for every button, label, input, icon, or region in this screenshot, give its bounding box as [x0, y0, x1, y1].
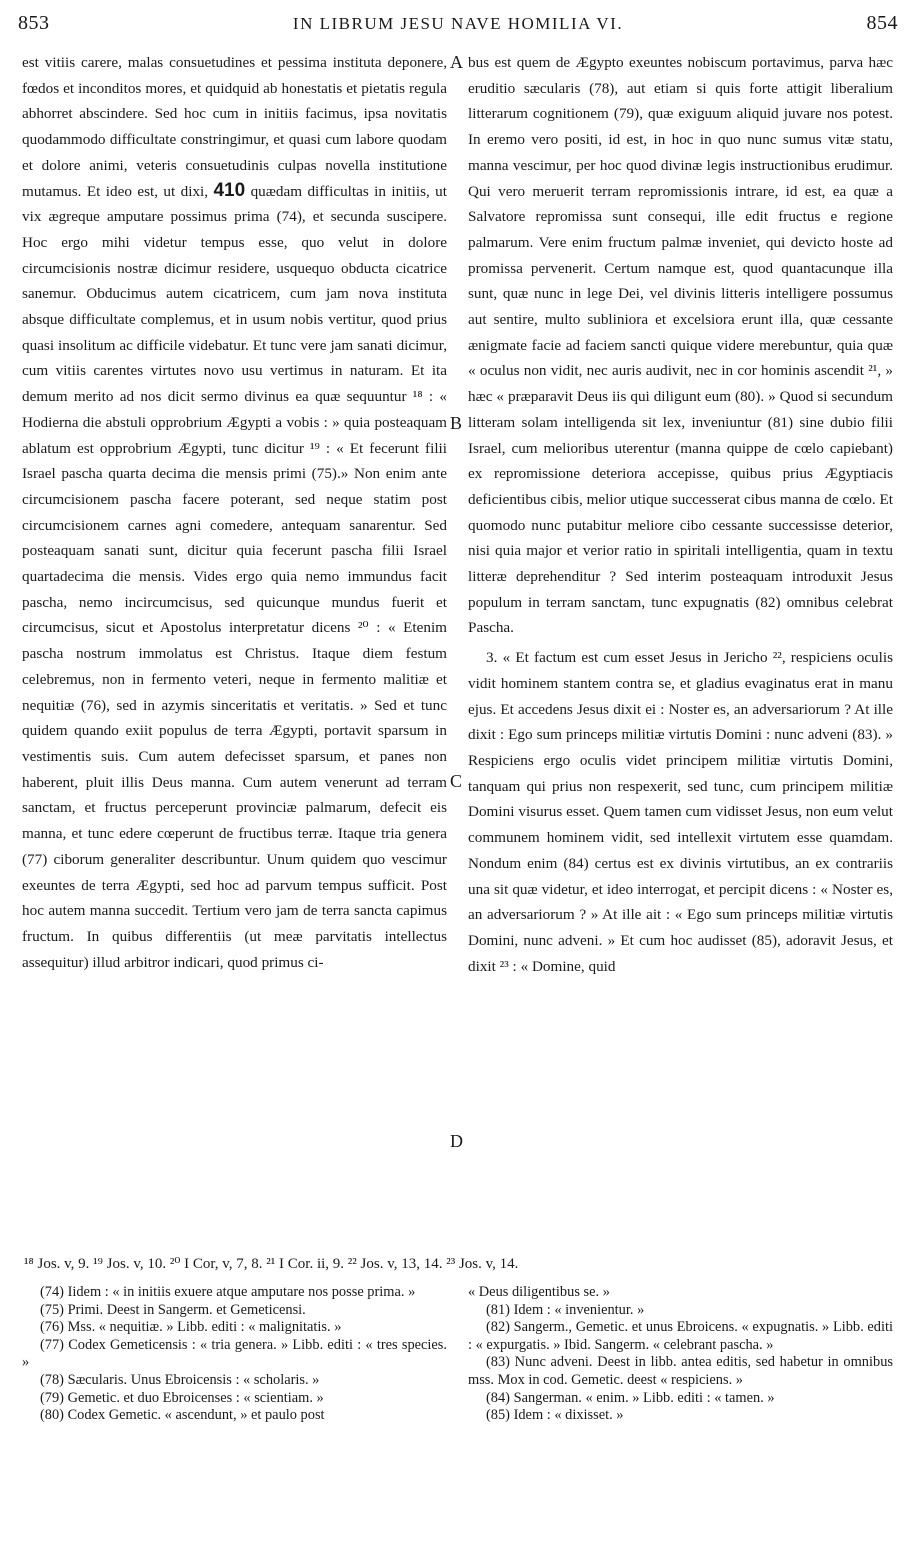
running-title: IN LIBRUM JESU NAVE HOMILIA VI. [292, 14, 624, 33]
footnote: (84) Sangerman. « enim. » Libb. editi : « tamen. » [486, 1389, 775, 1406]
footnote: (81) Idem : « invenientur. » [486, 1301, 645, 1318]
page-number-right: 854 [866, 12, 898, 34]
right-paragraph-2: 3. « Et factum est cum esset Jesus in Jericho ²², respiciens oculis vidit hominem stantem contra se, et gladius evaginatus erat in manu ejus. Et accedens Jesus dixit ei : Noster es, an adversariorum ? At ille dixit : Ego sum princeps militiæ virtutis Domini : nunc adveni (83). » Respiciens ergo oculis videt principem militiæ virtutis Domini, tanquam qui prius non respexerit, sed tunc, cum principem militiæ Domini visurus esset. Quem tamen cum vidisset Jesus, non eum velut communem hominem vidit, sed intellexit virtutem esse quamdam. Nondum enim (84) certus est ex divinis virtutibus, an ex contrariis una sit quæ videtur, et ideo interrogat, et percipit dicens : « Noster es, an adversariorum ? » At ille ait : « Ego sum princeps militiæ virtutis Domini, nunc adveni. » Et cum hoc audisset (85), adoravit Jesus, et dixit ²³ : « Domine, quid [468, 649, 893, 975]
footnote: (82) Sangerm., Gemetic. et unus Ebroicens. « expugnatis. » Libb. editi : « expurgatis. » Ibid. Sangerm. « celebrant pascha. » [468, 1319, 893, 1353]
footnote: (76) Mss. « nequitiæ. » Libb. editi : « malignitatis. » [40, 1319, 342, 1336]
footnote-continuation: « Deus diligentibus se. » [468, 1284, 610, 1300]
column-divider [456, 50, 457, 1240]
footnote: (75) Primi. Deest in Sangerm. et Gemeticensi. [40, 1301, 306, 1318]
footnote: (79) Gemetic. et duo Ebroicenses : « scientiam. » [40, 1389, 324, 1406]
right-paragraph-1: bus est quem de Ægypto exeuntes nobiscum portavimus, parva hæc eruditio sæcularis (78), aut etiam si quis forte attigit liberalium litterarum cognitionem (79), quæ exiguum aliquid juvare nos potest. In eremo vero positi, id est, in hoc in quo nunc sumus vitæ statu, manna vescimur, per hoc quod divinæ legis instructionibus erudimur. Qui vero meruerit terram repromissionis intrare, id est, ea quæ a Salvatore repromissa sunt consequi, ille edit fructus e regione palmarum. Vere enim fructum palmæ inveniet, qui devicto hoste ad promissa pervenerit. Certum namque est, quod quantacunque illa sunt, quæ nunc in lege Dei, vel divinis litteris intelligere possumus aut sentire, multo subliniora et excelsiora erunt illa, quæ cessante ænigmate facie ad faciem sancti quique videre merebuntur, quia quæ « oculus non vidit, nec auris audivit, nec in cor hominis ascendit ²¹, » hæc « præparavit Deus iis qui diligunt eum (80). » Quod si secundum litteram solam intelligenda sit lex, inveniuntur (81) sine dubio filii Israel, cum melioribus uterentur (manna quippe de cœlo capiebant) ex repromissione deteriora accepisse, quibus prius Ægyptiacis deficientibus cibis, melior utique successerat cibus manna de cœlo. Et quomodo nunc putabitur meliore cibo cessante successisse deterior, nisi quia major et verior ratio in spiritali intelligentia, quam in textu litteræ deprehenditur ? Sed interim posteaquam introduxit Jesus populum in terram sanctam, tunc expugnatis (82) omnibus celebrat Pascha. [468, 54, 893, 637]
page-number-left: 853 [18, 12, 50, 34]
footnotes-right [468, 1284, 893, 1425]
footnote: (78) Sæcularis. Unus Ebroicensis : « scholaris. » [40, 1371, 320, 1388]
footnote: (74) Iidem : « in initiis exuere atque amputare nos posse prima. » [40, 1284, 416, 1300]
margin-marker-c: C [450, 771, 463, 791]
footnote: (83) Nunc adveni. Deest in libb. antea editis, sed habetur in omnibus mss. Mox in cod. Gemetic. deest « respiciens. » [468, 1354, 893, 1388]
left-column-text [22, 50, 447, 975]
left-text-after: quædam difficultas in initiis, ut vix ægreque amputare possimus prima (74), et secunda suscipere. Hoc ergo mihi videtur tempus esse, quo velut in dolore circumcisionis nostræ dicimur residere, usquequo obducta cicatrice sanemur. Obducimus autem cicatricem, cum jam nova instituta absque difficultate complemus, et in usum nobis vertitur, quod prius quasi insolitum ac difficile videbatur. Et tunc vere jam sanati dicimur, cum vitiis carentes virtutes novo usu vertimus in naturam. Et ita demum merito ad nos dicit sermo divinus ea quæ sequuntur ¹⁸ : « Hodierna die abstuli opprobrium Ægypti a vobis : » quia posteaquam ablatum est opprobrium Ægypti, tunc dicitur ¹⁹ : « Et fecerunt filii Israel pascha quarta decima die mensis primi (75).» Non enim ante circumcisionem pascha facere poterant, sed neque statim post circumcisionem carnes agni comedere, antequam sanarentur. Sed posteaquam sanati sunt, dicitur quia fecerunt pascha filii Israel quartadecima die mensis. Vides ergo quia nemo immundus facit pascha, nemo incircumcisus, sed quicunque mundus fuerit et circumcisus, sicut et Apostolus interpretatur dicens ²⁰ : « Etenim pascha nostrum immolatus est Christus. Itaque diem festum celebremus, non in fermento veteri, neque in fermento malitiæ et nequitiæ (76), sed in azymis sinceritatis et veritatis. » Sed et tunc quidem quando exiit populus de terra Ægypti, portavit sparsum in vestimentis suis. Cum autem defecisset sparsum, et panes non haberent, pluit illis Deus manna. Cum autem venerunt ad terram sanctam, et fructus perceperunt provinciæ palmarum, defecit eis manna, et tunc edere cœperunt de fructibus terræ. Itaque tria genera (77) ciborum generaliter describuntur. Unum quidem quo vescimur exeuntes de terra Ægypti, sed hoc ad parvum tempus sufficit. Post hoc autem manna succedit. Tertium vero jam de terra sancta capimus fructum. In quibus differentiis (ut meæ parvitatis intellectus assequitur) illud arbitror indicari, quod primus ci- [22, 182, 447, 971]
footnotes-left [22, 1284, 447, 1425]
column-number: 410 [213, 179, 246, 201]
margin-marker-d: D [450, 1131, 463, 1151]
footnote: (80) Codex Gemetic. « ascendunt, » et paulo post [40, 1407, 325, 1424]
margin-marker-b: B [450, 413, 463, 433]
right-column [468, 50, 893, 979]
margin-marker-a: A [450, 52, 463, 72]
scripture-references: ¹⁸ Jos. v, 9. ¹⁹ Jos. v, 10. ²⁰ I Cor, v, 7, 8. ²¹ I Cor. ii, 9. ²² Jos. v, 13, 14. ²³ Jos. v, 14. [24, 1256, 519, 1272]
footnote: (77) Codex Gemeticensis : « tria genera. » Libb. editi : « tres species. » [22, 1336, 447, 1371]
running-header [18, 6, 898, 40]
left-column [22, 50, 447, 975]
footnote: (85) Idem : « dixisset. » [486, 1407, 624, 1424]
left-text-before: est vitiis carere, malas consuetudines et pessima instituta deponere, fœdos et inconditos mores, et quidquid ab honestatis et pietatis regula abhorret abscindere. Sed hoc cum in initiis facimus, ipsa novitatis quodammodo difficultate constringimur, et quasi cum labore quodam et dolore animi, veteris consuetudinis culpas novella institutione mutamus. Et ideo est, ut dixi, [22, 54, 447, 200]
